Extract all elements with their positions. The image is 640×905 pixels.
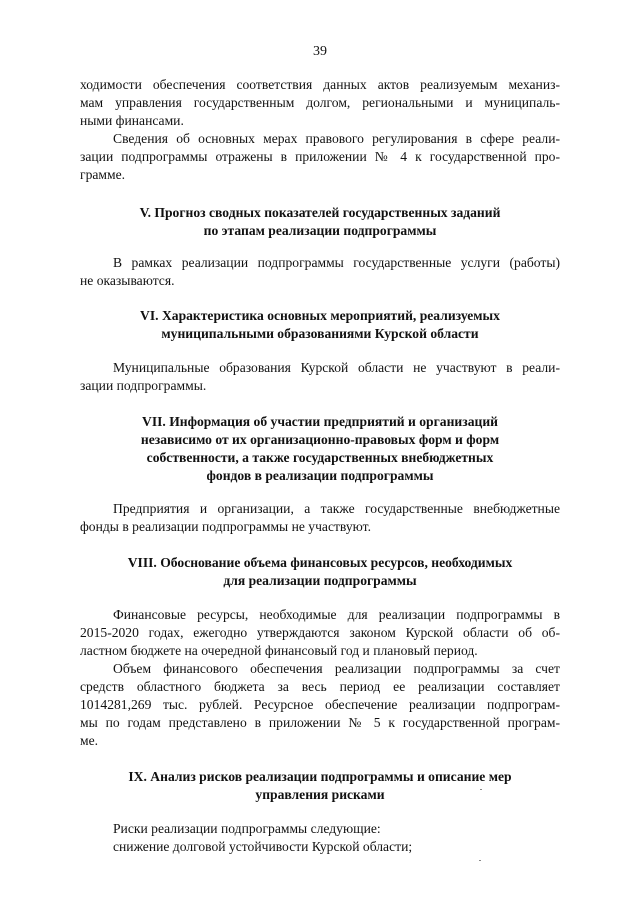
paragraph-line: ластном бюджете на очередной финансовый год и плановый период. — [80, 643, 478, 658]
section-heading: независимо от их организационно-правовых форм и форм — [140, 432, 500, 447]
section-heading: IX. Анализ рисков реализации подпрограммы и описание мер — [128, 769, 512, 784]
section-heading: VIII. Обоснование объема финансовых ресурсов, необходимых — [127, 555, 513, 570]
section-heading: VII. Информация об участии предприятий и организаций — [142, 414, 498, 429]
scan-speck — [480, 789, 482, 790]
paragraph-line: грамме. — [80, 167, 126, 182]
paragraph-line: Объем финансового обеспечения реализации подпрограммы за счет — [113, 661, 560, 676]
section-heading: управления рисками — [255, 787, 385, 802]
paragraph-line: ходимости обеспечения соответствия данных актов реализуемым механиз- — [80, 77, 560, 92]
paragraph-line: зации подпрограммы отражены в приложении № 4 к государственной про- — [80, 149, 560, 164]
paragraph-line: не оказываются. — [80, 273, 175, 288]
paragraph-line: 1014281,269 тыс. рублей. Ресурсное обеспечение реализации подпрограм- — [80, 697, 560, 712]
paragraph-line: мы по годам представлено в приложении № 5 к государственной програм- — [80, 715, 560, 730]
paragraph-line: мам управления государственным долгом, региональными и муниципаль- — [80, 95, 560, 110]
paragraph-line: Финансовые ресурсы, необходимые для реализации подпрограммы в — [113, 607, 560, 622]
paragraph-line: зации подпрограммы. — [80, 378, 207, 393]
paragraph-line: снижение долговой устойчивости Курской области; — [113, 839, 413, 854]
section-heading: VI. Характеристика основных мероприятий, реализуемых — [140, 308, 500, 323]
paragraph-line: Риски реализации подпрограммы следующие: — [113, 821, 381, 836]
page-number: 39 — [313, 44, 327, 59]
section-heading: по этапам реализации подпрограммы — [203, 223, 437, 238]
section-heading: V. Прогноз сводных показателей государственных заданий — [139, 205, 501, 220]
section-heading: фондов в реализации подпрограммы — [206, 468, 434, 483]
paragraph-line: Сведения об основных мерах правового регулирования в сфере реали- — [113, 131, 560, 146]
paragraph-line: фонды в реализации подпрограммы не участвуют. — [80, 519, 371, 534]
paragraph-line: ными финансами. — [80, 113, 184, 128]
paragraph-line: 2015-2020 годах, ежегодно утверждаются законом Курской области об об- — [80, 625, 560, 640]
scan-speck — [479, 860, 481, 861]
paragraph-line: Предприятия и организации, а также государственные внебюджетные — [113, 501, 560, 516]
paragraph-line: средств областного бюджета за весь период ее реализации составляет — [80, 679, 560, 694]
section-heading: муниципальными образованиями Курской области — [161, 326, 479, 341]
paragraph-line: В рамках реализации подпрограммы государственные услуги (работы) — [113, 255, 560, 270]
paragraph-line: Муниципальные образования Курской области не участвуют в реали- — [113, 360, 560, 375]
section-heading: собственности, а также государственных внебюджетных — [146, 450, 494, 465]
paragraph-line: ме. — [80, 733, 99, 748]
section-heading: для реализации подпрограммы — [223, 573, 417, 588]
